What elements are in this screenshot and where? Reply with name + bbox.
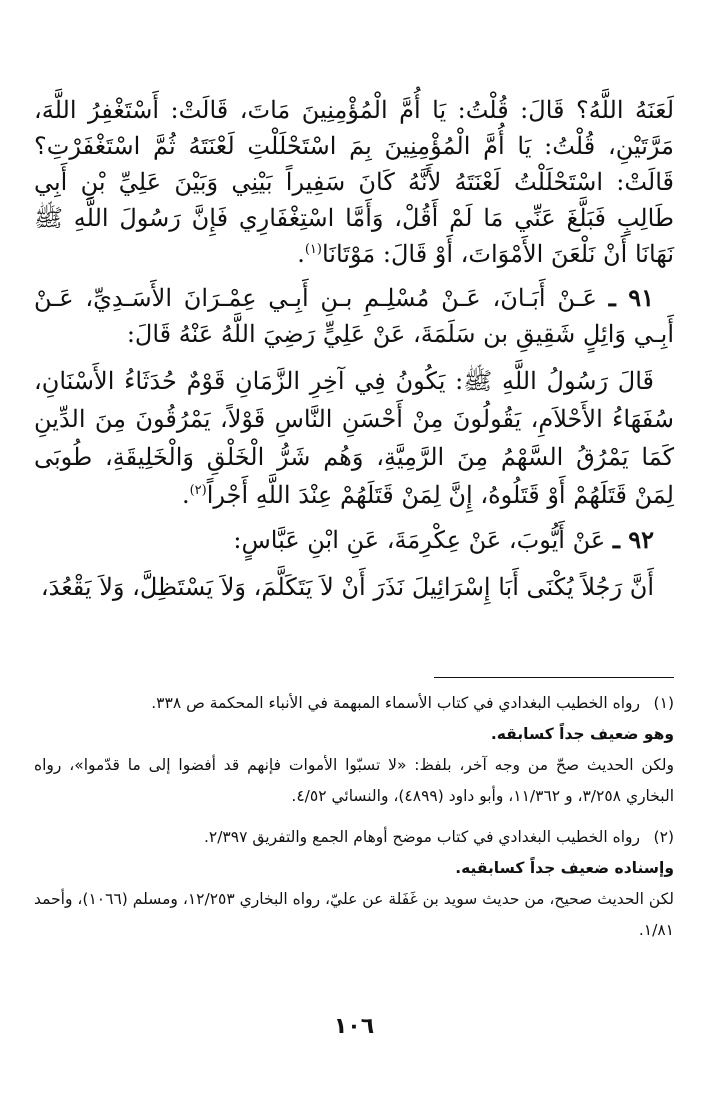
footnote-1-line-2: وهو ضعيف جداً كسابقه. <box>490 725 674 743</box>
footnote-1-line-1 <box>34 688 674 719</box>
footnote-2-line-1-text: رواه الخطيب البغدادي في كتاب موضح أوهام الجمع والتفريق ٢/٣٩٧. <box>203 828 640 846</box>
main-text <box>34 92 674 606</box>
footnote-divider <box>434 677 674 678</box>
hadith-91-number: ٩١ ـ <box>608 283 654 312</box>
paragraph-continuation-end: . <box>297 240 305 268</box>
footnote-2-line-2: وإسناده ضعيف جداً كسابقيه. <box>455 859 674 877</box>
hadith-91-chain <box>34 280 674 352</box>
footnote-2-line-1 <box>34 822 674 853</box>
footnote-1-line-1-text: رواه الخطيب البغدادي في كتاب الأسماء المبهمة في الأنباء المحكمة ص ٣٣٨. <box>151 694 640 712</box>
hadith-92-chain <box>34 522 674 558</box>
hadith-92-number: ٩٢ ـ <box>612 525 654 554</box>
hadith-91-chain-text: عَـنْ أَبَـانَ، عَـنْ مُسْلِـمِ بـنِ أَبِـي عِمْـرَانَ الأَسَـدِيِّ، عَـنْ أَبِـي وَائِلٍ شَقِيقِ بن سَلَمَةَ، عَنْ عَلِيٍّ رَضِيَ اللَّهُ عَنْهُ قَالَ: <box>34 284 674 348</box>
paragraph-continuation-text: لَعَنَهُ اللَّهُ؟ قَالَ: قُلْتُ: يَا أُمَّ الْمُؤْمِنِينَ مَاتَ، قَالَتْ: أَسْتَغْفِرُ اللَّهَ، مَرَّتَيْنِ، قُلْتُ: يَا أُمَّ الْمُؤْمِنِينَ بِمَ اسْتَحْلَلْتِ لَعْنَتَهُ ثُمَّ اسْتَغْفَرْتِ؟ قَالَتْ: اسْتَحْلَلْتُ لَعْنَتَهُ لأَنَّهُ كَانَ سَفِيراً بَيْنِي وَبَيْنَ عَلِيِّ بْنِ أَبِي طَالِبٍ فَبَلَّغَ عَنِّي مَا لَمْ أَقُلْ، وَأَمَّا اسْتِغْفَارِي فَإِنَّ رَسُولَ اللَّهِ ﷺ نَهَانَا أَنْ نَلْعَنَ الأَمْوَاتَ، أَوْ قَالَ: مَوْتَانَا <box>34 96 675 268</box>
hadith-92-text: أَنَّ رَجُلاً يُكْنَى أَبَا إِسْرَائِيلَ نَذَرَ أَنْ لاَ يَتَكَلَّمَ، وَلاَ يَسْتَظِلَّ، وَلاَ يَقْعُدَ، <box>40 573 654 601</box>
footnote-ref-1: (١) <box>304 242 322 257</box>
footnote-ref-2: (٢) <box>189 483 207 498</box>
page-number: ١٠٦ <box>333 1014 375 1039</box>
footnote-2-line-3: لكن الحديث صحيح، من حديث سويد بن غَفَلة عن عليّ، رواه البخاري ١٢/٢٥٣، ومسلم (١٠٦٦)، وأحمد ١/٨١. <box>34 890 674 939</box>
footnote-2-number: (٢) <box>653 828 674 846</box>
hadith-92-chain-text: عَنْ أَيُّوبَ، عَنْ عِكْرِمَةَ، عَنِ ابْنِ عَبَّاسٍ: <box>233 526 606 554</box>
hadith-91-body: قَالَ رَسُولُ اللَّهِ ﷺ: يَكُونُ فِي آخِرِ الزَّمَانِ قَوْمٌ حُدَثَاءُ الأَسْنَانِ، سُفَهَاءُ الأَحْلاَمِ، يَقُولُونَ مِنْ أَحْسَنِ النَّاسِ قَوْلاً، يَمْرُقُونَ مِنَ الدِّينِ كَمَا يَمْرُقُ السَّهْمُ مِنَ الرَّمِيَّةِ، وَهُم شَرُّ الْخَلْقِ وَالْخَلِيقَةِ، طُوبَى لِمَنْ قَتَلَهُمْ أَوْ قَتَلُوهُ، إِنَّ لِمَنْ قَتَلَهُمْ عِنْدَ اللَّهِ أَجْراً <box>34 367 674 509</box>
footnote-1-line-3: ولكن الحديث صحّ من وجه آخر، بلفظ: «لا تسبّوا الأموات فإنهم قد أفضوا إلى ما قدّموا»، رواه البخاري ٣/٢٥٨، و ١١/٣٦٢، وأبو داود (٤٨٩٩)، والنسائي ٤/٥٢. <box>34 756 674 805</box>
hadith-91-end: . <box>181 481 190 509</box>
footnotes <box>34 688 674 956</box>
footnote-1-number: (١) <box>653 694 674 712</box>
footnote-1 <box>34 688 674 812</box>
hadith-91-text <box>34 362 674 514</box>
footnote-2 <box>34 822 674 946</box>
paragraph-continuation <box>34 92 674 272</box>
